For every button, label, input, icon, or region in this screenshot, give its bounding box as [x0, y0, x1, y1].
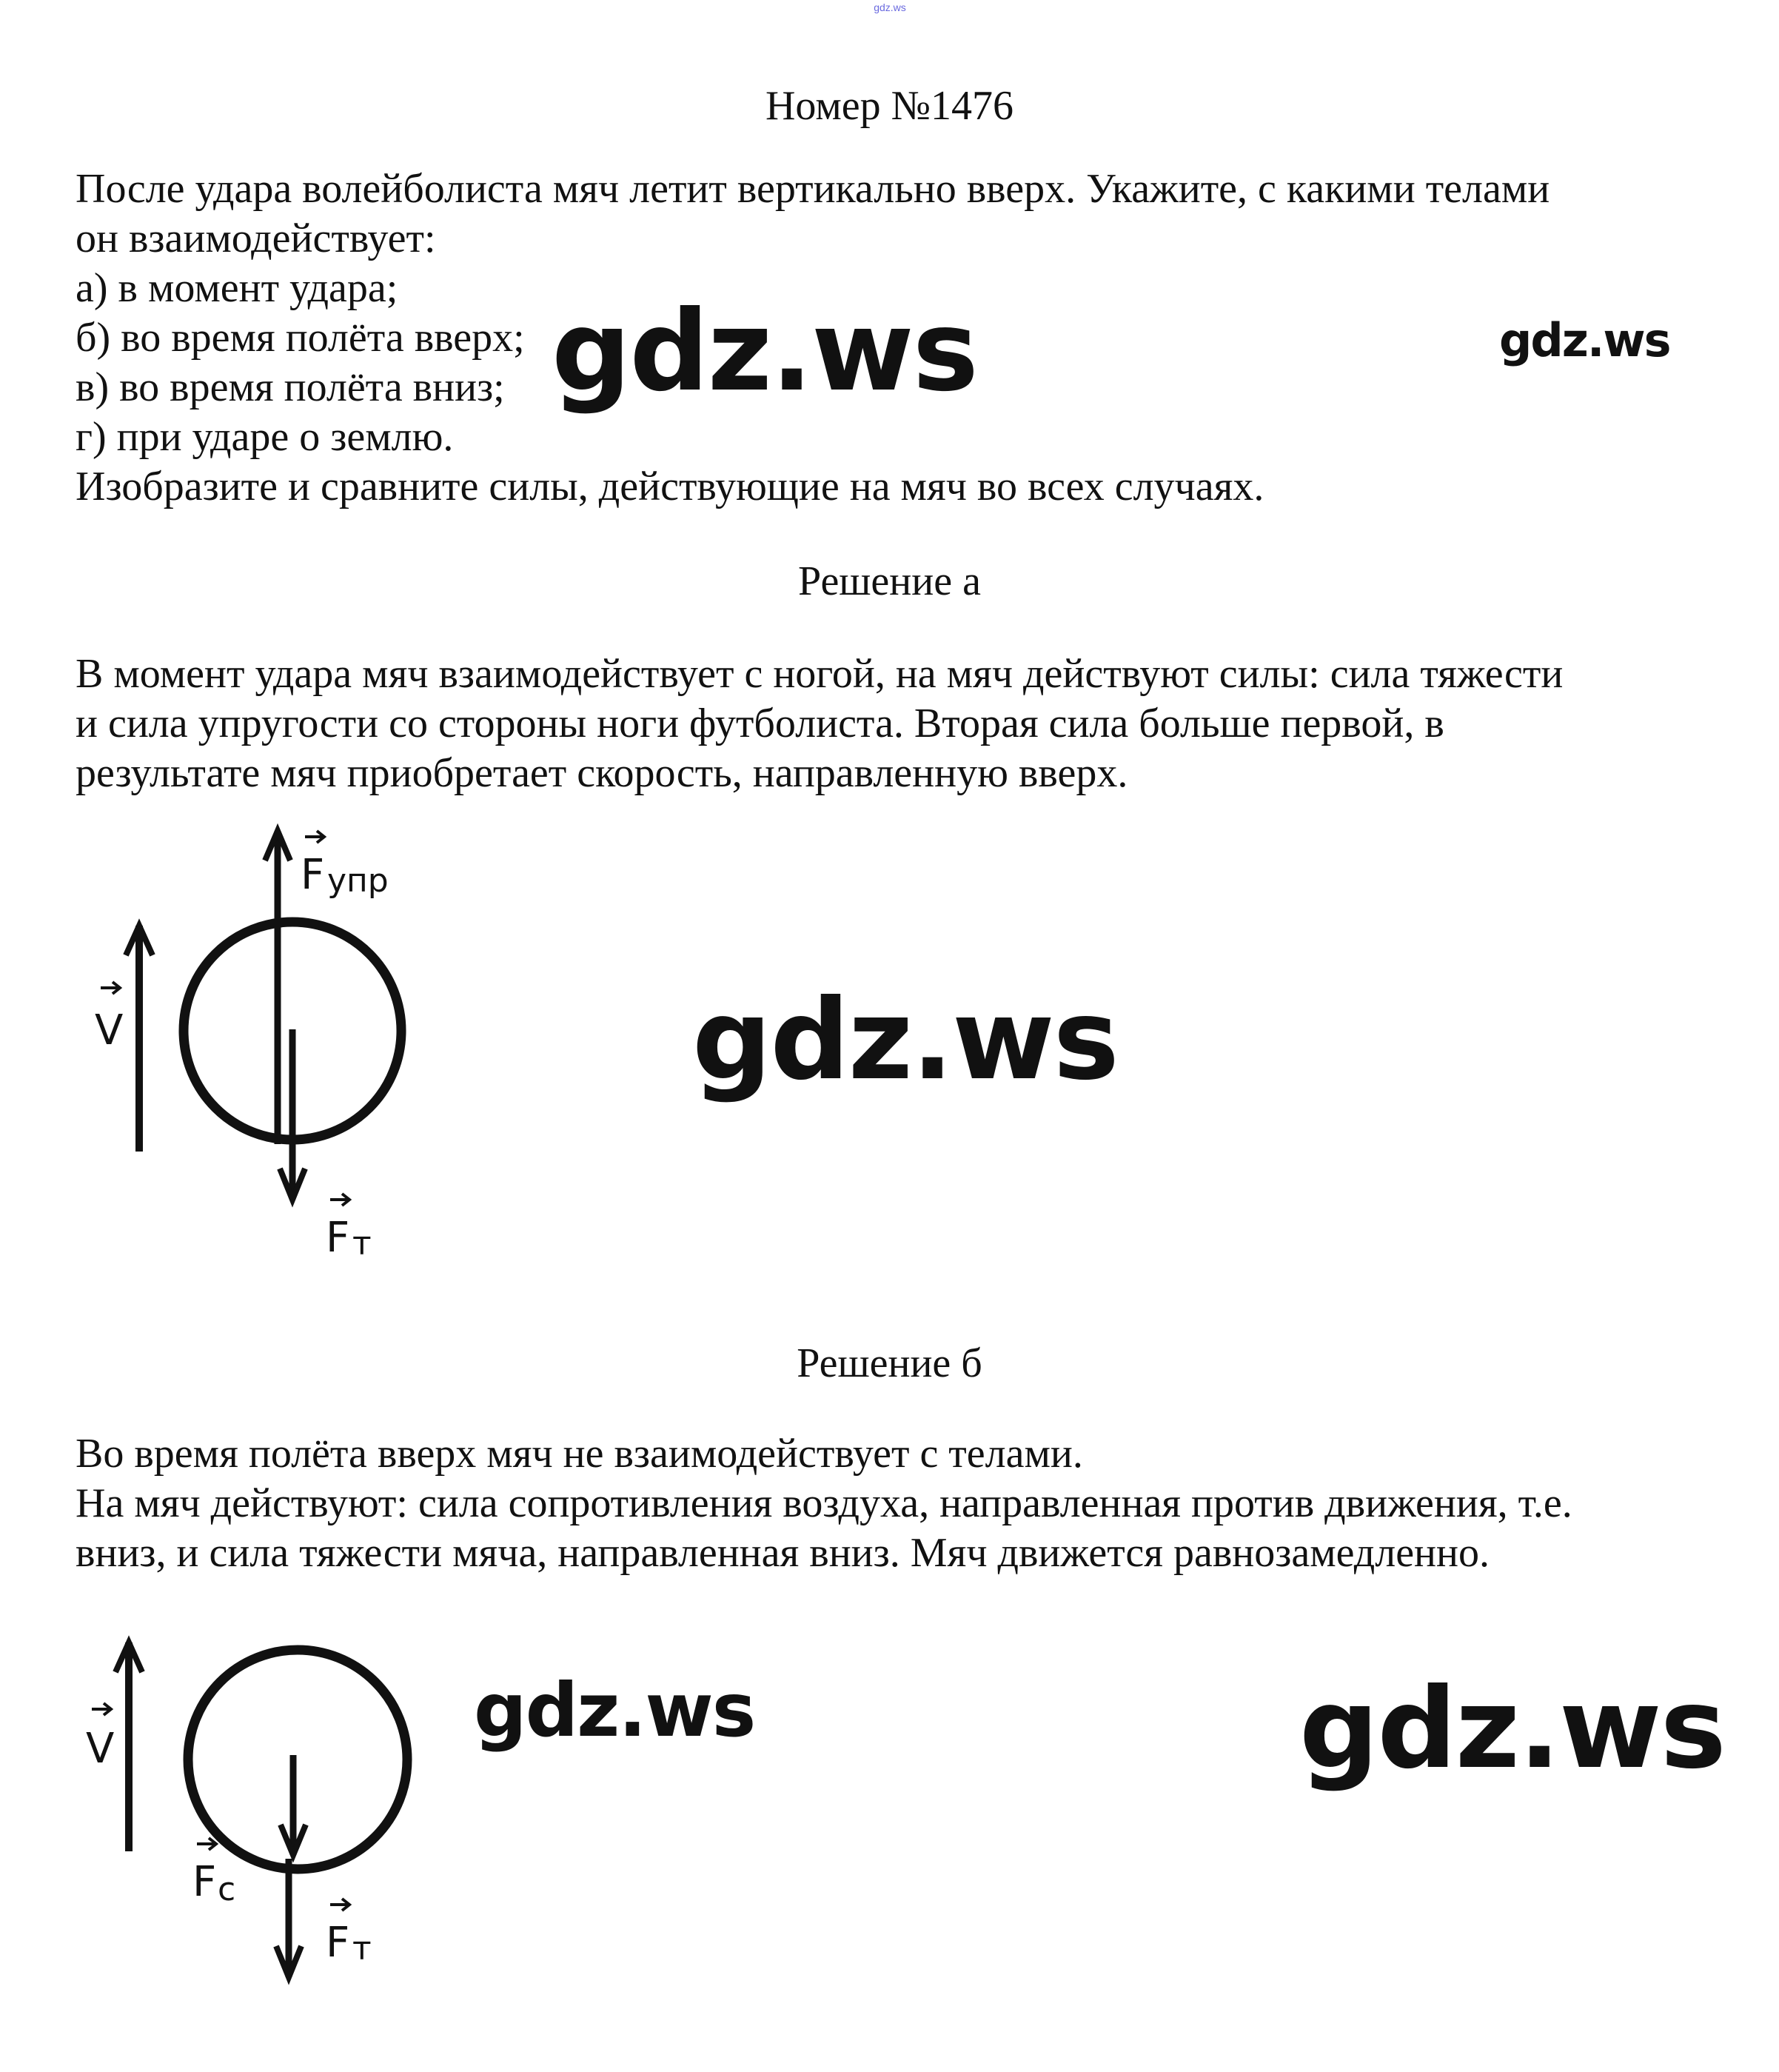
solution-b-line: вниз, и сила тяжести мяча, направленная вниз. Мяч движется равнозамедленно. — [76, 1530, 1490, 1576]
watermark: gdz.ws — [474, 1667, 755, 1754]
svg-text:F: F — [326, 1214, 350, 1262]
svg-text:упр: упр — [327, 862, 389, 900]
svg-text:т: т — [352, 1225, 372, 1263]
gravity-force-label — [326, 1194, 372, 1263]
velocity-arrow — [126, 926, 153, 1152]
svg-text:с: с — [218, 1871, 236, 1908]
force-diagram-a — [0, 815, 518, 1274]
velocity-arrow — [115, 1642, 142, 1851]
svg-text:F: F — [326, 1919, 350, 1967]
problem-line: в) во время полёта вниз; — [76, 364, 505, 410]
svg-text:F: F — [192, 1858, 217, 1906]
elastic-force-arrow — [265, 831, 290, 1144]
problem-line: б) во время полёта вверх; — [76, 315, 525, 361]
svg-text:V: V — [86, 1725, 115, 1773]
problem-line: а) в момент удара; — [76, 265, 398, 311]
solution-a-line: и сила упругости со стороны ноги футболиста. Вторая сила больше первой, в — [76, 701, 1444, 746]
watermark: gdz.ws — [692, 976, 1118, 1105]
solution-a-line: В момент удара мяч взаимодействует с ногой, на мяч действуют силы: сила тяжести — [76, 651, 1564, 697]
svg-text:V: V — [95, 1006, 124, 1055]
problem-line: он взаимодействует: — [76, 215, 436, 261]
solution-a-title: Решение а — [798, 558, 981, 604]
solution-b-text — [76, 1429, 1734, 1578]
solution-b-line: Во время полёта вверх мяч не взаимодействует с телами. — [76, 1431, 1083, 1477]
elastic-force-label — [301, 831, 389, 900]
site-mark: gdz.ws — [874, 1, 906, 13]
solution-b-title: Решение б — [797, 1340, 982, 1386]
watermark: gdz.ws — [1499, 313, 1670, 367]
solution-a-text — [76, 649, 1734, 798]
svg-text:т: т — [352, 1930, 372, 1968]
watermark: gdz.ws — [1299, 1665, 1725, 1794]
watermark: gdz.ws — [552, 287, 977, 416]
gravity-force-arrow — [280, 1029, 305, 1200]
solution-a-line: результате мяч приобретает скорость, направленную вверх. — [76, 750, 1128, 796]
ball — [188, 1650, 407, 1869]
problem-line: г) при ударе о землю. — [76, 414, 454, 460]
velocity-label — [86, 1703, 114, 1773]
resistance-force-arrow — [281, 1755, 306, 1855]
gravity-force-arrow — [276, 1859, 301, 1977]
force-diagram-b — [0, 1629, 518, 2014]
page-title: Номер №1476 — [765, 83, 1014, 129]
problem-line: После удара волейболиста мяч летит вертикально вверх. Укажите, с какими телами — [76, 166, 1550, 212]
svg-text:F: F — [301, 851, 325, 899]
problem-line: Изобразите и сравните силы, действующие на мяч во всех случаях. — [76, 464, 1264, 509]
velocity-label — [95, 982, 123, 1055]
solution-b-line: На мяч действуют: сила сопротивления воздуха, направленная против движения, т.е. — [76, 1480, 1572, 1526]
gravity-force-label — [326, 1899, 372, 1968]
